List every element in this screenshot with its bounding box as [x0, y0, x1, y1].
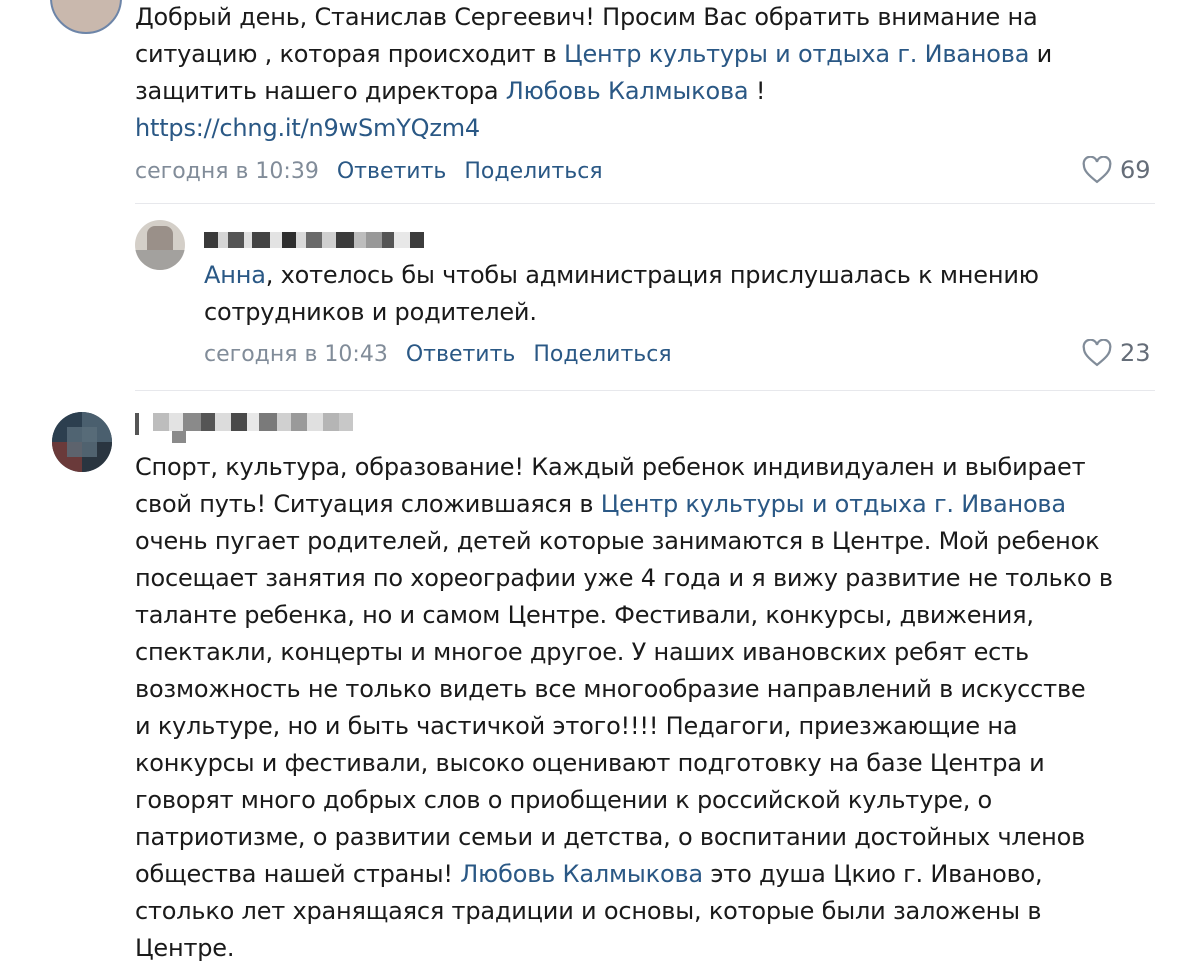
comment3-line: возможность не только видеть все многообразие направлений в искусстве	[135, 675, 1086, 703]
comment2-meta	[204, 340, 672, 370]
comment2-body	[204, 257, 1164, 331]
comment3-line: посещает занятия по хореографии уже 4 года и я вижу развитие не только в	[135, 564, 1113, 592]
comment1-line3: защитить нашего директора Любовь Калмыкова !	[135, 77, 766, 105]
comment2-line2: сотрудников и родителей.	[204, 298, 537, 326]
comment-timestamp[interactable]: сегодня в 10:43	[204, 342, 388, 367]
comment3-line: спектакли, концерты и многое другое. У наших ивановских ребят есть	[135, 638, 1029, 666]
comment3-line: столько лет хранящаяся традиции и основы, которые были заложены в	[135, 897, 1042, 925]
reply-button[interactable]: Ответить	[405, 342, 516, 367]
comment-timestamp[interactable]: сегодня в 10:39	[135, 159, 319, 184]
author-name-blurred[interactable]	[135, 413, 353, 431]
author-name-blurred-tail	[172, 431, 186, 443]
comment3-line: общества нашей страны! Любовь Калмыкова это душа Цкио г. Иваново,	[135, 860, 1043, 888]
author-name-blurred[interactable]	[204, 232, 424, 248]
mention-user-link[interactable]: Анна	[204, 261, 266, 289]
heart-icon	[1082, 339, 1112, 367]
reply-button[interactable]: Ответить	[336, 159, 447, 184]
comment3-body	[135, 449, 1175, 967]
avatar-comment3[interactable]	[52, 412, 112, 472]
comment1-meta	[135, 157, 603, 187]
heart-icon	[1082, 156, 1112, 184]
mention-person-link[interactable]: Любовь Калмыкова	[505, 77, 749, 105]
share-button[interactable]: Поделиться	[533, 342, 672, 367]
like-count: 23	[1120, 339, 1151, 367]
comment3-line: Центре.	[135, 934, 235, 962]
mention-org-link[interactable]: Центр культуры и отдыха г. Иванова	[600, 490, 1066, 518]
comment3-line: свой путь! Ситуация сложившаяся в Центр культуры и отдыха г. Иванова	[135, 490, 1066, 518]
comment1-line1: Добрый день, Станислав Сергеевич! Просим Вас обратить внимание на	[135, 3, 1038, 31]
comment3-line: говорят много добрых слов о приобщении к российской культуре, о	[135, 786, 993, 814]
share-button[interactable]: Поделиться	[464, 159, 603, 184]
like-button[interactable]	[1082, 156, 1151, 184]
mention-person-link[interactable]: Любовь Калмыкова	[460, 860, 703, 888]
avatar-comment1[interactable]	[50, 0, 122, 34]
comment3-line: патриотизме, о развитии семьи и детства, о воспитании достойных членов	[135, 823, 1086, 851]
avatar-comment2[interactable]	[135, 220, 185, 270]
comment1-body	[135, 0, 1175, 147]
comment3-line: и культуре, но и быть частичкой этого!!!! Педагоги, приезжающие на	[135, 712, 1018, 740]
comment2-line1: Анна, хотелось бы чтобы администрация прислушалась к мнению	[204, 261, 1039, 289]
divider	[135, 203, 1155, 204]
comment1-line2: ситуацию , которая происходит в Центр культуры и отдыха г. Иванова и	[135, 40, 1053, 68]
mention-org-link[interactable]: Центр культуры и отдыха г. Иванова	[564, 40, 1030, 68]
divider	[135, 390, 1155, 391]
comment3-line: таланте ребенка, но и самом Центре. Фестивали, конкурсы, движения,	[135, 601, 1034, 629]
comment1-url-link[interactable]: https://chng.it/n9wSmYQzm4	[135, 114, 480, 142]
comment3-line: очень пугает родителей, детей которые занимаются в Центре. Мой ребенок	[135, 527, 1100, 555]
comment3-line: Спорт, культура, образование! Каждый ребенок индивидуален и выбирает	[135, 453, 1086, 481]
comment3-line: конкурсы и фестивали, высоко оценивают подготовку на базе Центра и	[135, 749, 1045, 777]
like-button[interactable]	[1082, 339, 1151, 367]
like-count: 69	[1120, 156, 1151, 184]
